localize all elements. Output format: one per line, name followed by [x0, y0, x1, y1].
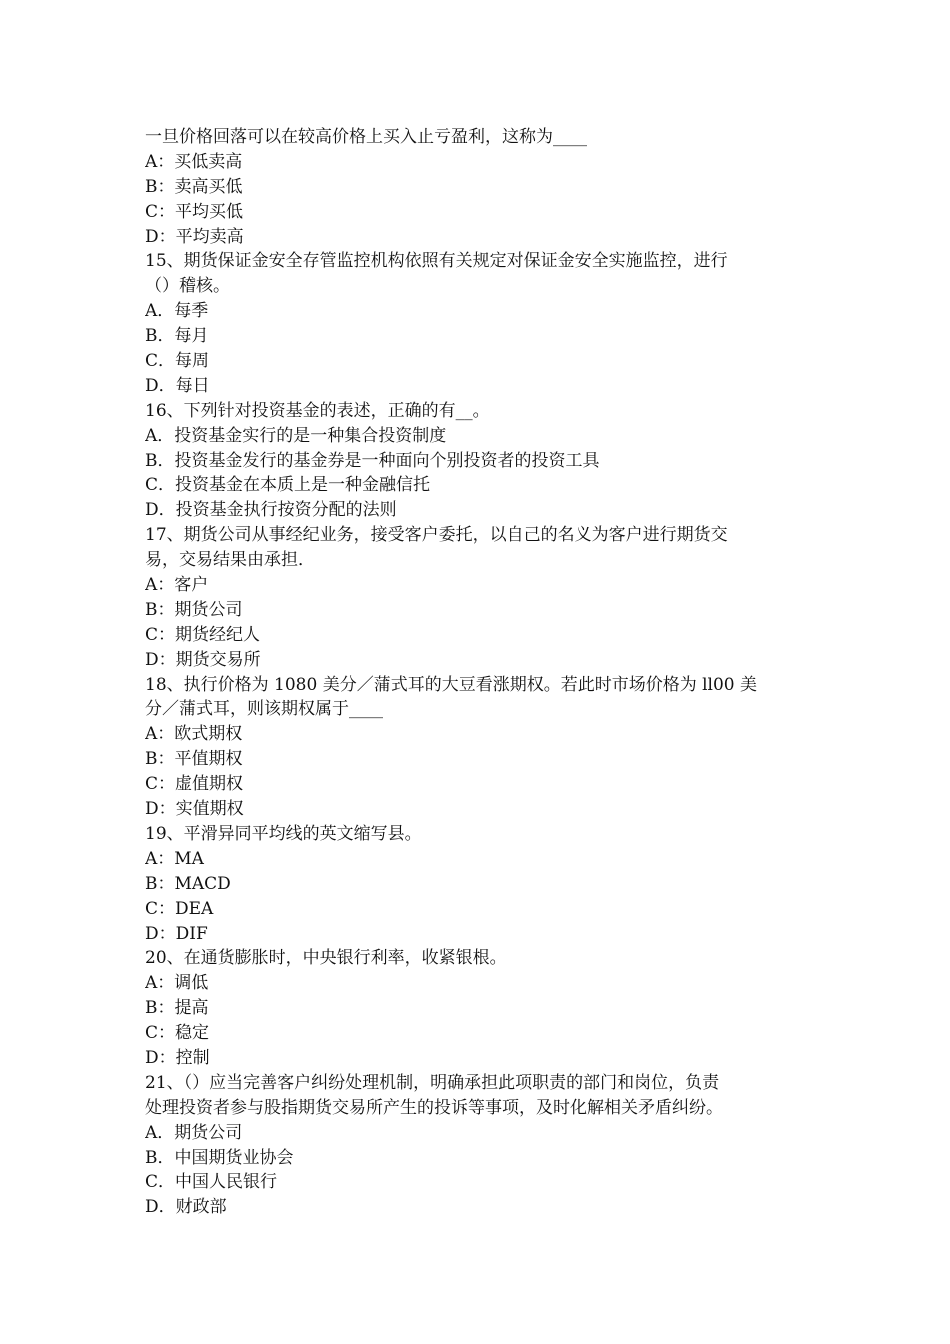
option-a: A．每季: [145, 301, 209, 322]
option-c: C：平均买低: [145, 201, 244, 222]
option-c: C．每周: [145, 351, 210, 372]
option-d: D．投资基金执行按资分配的法则: [145, 500, 397, 521]
option-b: B：平值期权: [145, 749, 243, 770]
question-block: [145, 946, 813, 1070]
question-text: 20、在通货膨胀时，中央银行利率，收紧银根。: [145, 948, 507, 969]
question-text: 19、平滑异同平均线的英文缩写县。: [145, 823, 422, 844]
option-b: B：卖高买低: [145, 176, 243, 197]
question-block: [145, 822, 813, 946]
option-d: D．每日: [145, 375, 210, 396]
question-block: [145, 399, 813, 523]
question-block: [145, 249, 813, 398]
question-text: 18、执行价格为 1080 美分／蒲式耳的大豆看涨期权。若此时市场价格为 ll00 美: [145, 674, 758, 695]
question-text: 15、期货保证金安全存管监控机构依照有关规定对保证金安全实施监控，进行: [145, 251, 728, 272]
question-text-continued: 易，交易结果由承担．: [145, 550, 315, 571]
option-d: D：平均卖高: [145, 226, 244, 247]
option-a: A：买低卖高: [145, 151, 243, 172]
option-d: D：期货交易所: [145, 649, 261, 670]
question-block: [145, 523, 813, 672]
question-block: [145, 673, 813, 822]
question-content: [145, 125, 813, 1220]
question-text: 21、（）应当完善客户纠纷处理机制，明确承担此项职责的部门和岗位，负责: [145, 1072, 720, 1093]
option-d: D：实值期权: [145, 799, 244, 820]
option-d: D：DIF: [145, 923, 208, 944]
option-a: A：MA: [145, 848, 204, 869]
option-d: D：控制: [145, 1047, 210, 1068]
option-c: C：虚值期权: [145, 774, 244, 795]
option-c: C：稳定: [145, 1023, 210, 1044]
option-b: B．中国期货业协会: [145, 1147, 294, 1168]
option-a: A：欧式期权: [145, 724, 243, 745]
option-a: A：调低: [145, 973, 209, 994]
question-block: [145, 1071, 813, 1220]
question-text: 17、期货公司从事经纪业务，接受客户委托，以自己的名义为客户进行期货交: [145, 525, 728, 546]
question-text-continued: （）稽核。: [145, 276, 230, 297]
question-block: [145, 125, 813, 249]
option-c: C：DEA: [145, 898, 214, 919]
option-b: B：提高: [145, 998, 209, 1019]
option-a: A．投资基金实行的是一种集合投资制度: [145, 425, 447, 446]
option-c: C．中国人民银行: [145, 1172, 278, 1193]
option-a: A．期货公司: [145, 1122, 243, 1143]
question-text: 16、下列针对投资基金的表述，正确的有__。: [145, 400, 490, 421]
option-d: D．财政部: [145, 1197, 227, 1218]
option-a: A：客户: [145, 575, 209, 596]
option-b: B．投资基金发行的基金券是一种面向个别投资者的投资工具: [145, 450, 600, 471]
option-c: C：期货经纪人: [145, 624, 261, 645]
question-text-continued: 分／蒲式耳，则该期权属于____: [145, 699, 383, 720]
option-b: B：期货公司: [145, 599, 243, 620]
question-text-continued: 处理投资者参与股指期货交易所产生的投诉等事项，及时化解相关矛盾纠纷。: [145, 1097, 723, 1118]
question-text: 一旦价格回落可以在较高价格上买入止亏盈利，这称为____: [145, 127, 587, 147]
option-c: C．投资基金在本质上是一种金融信托: [145, 475, 431, 496]
option-b: B：MACD: [145, 873, 231, 894]
option-b: B．每月: [145, 326, 209, 347]
